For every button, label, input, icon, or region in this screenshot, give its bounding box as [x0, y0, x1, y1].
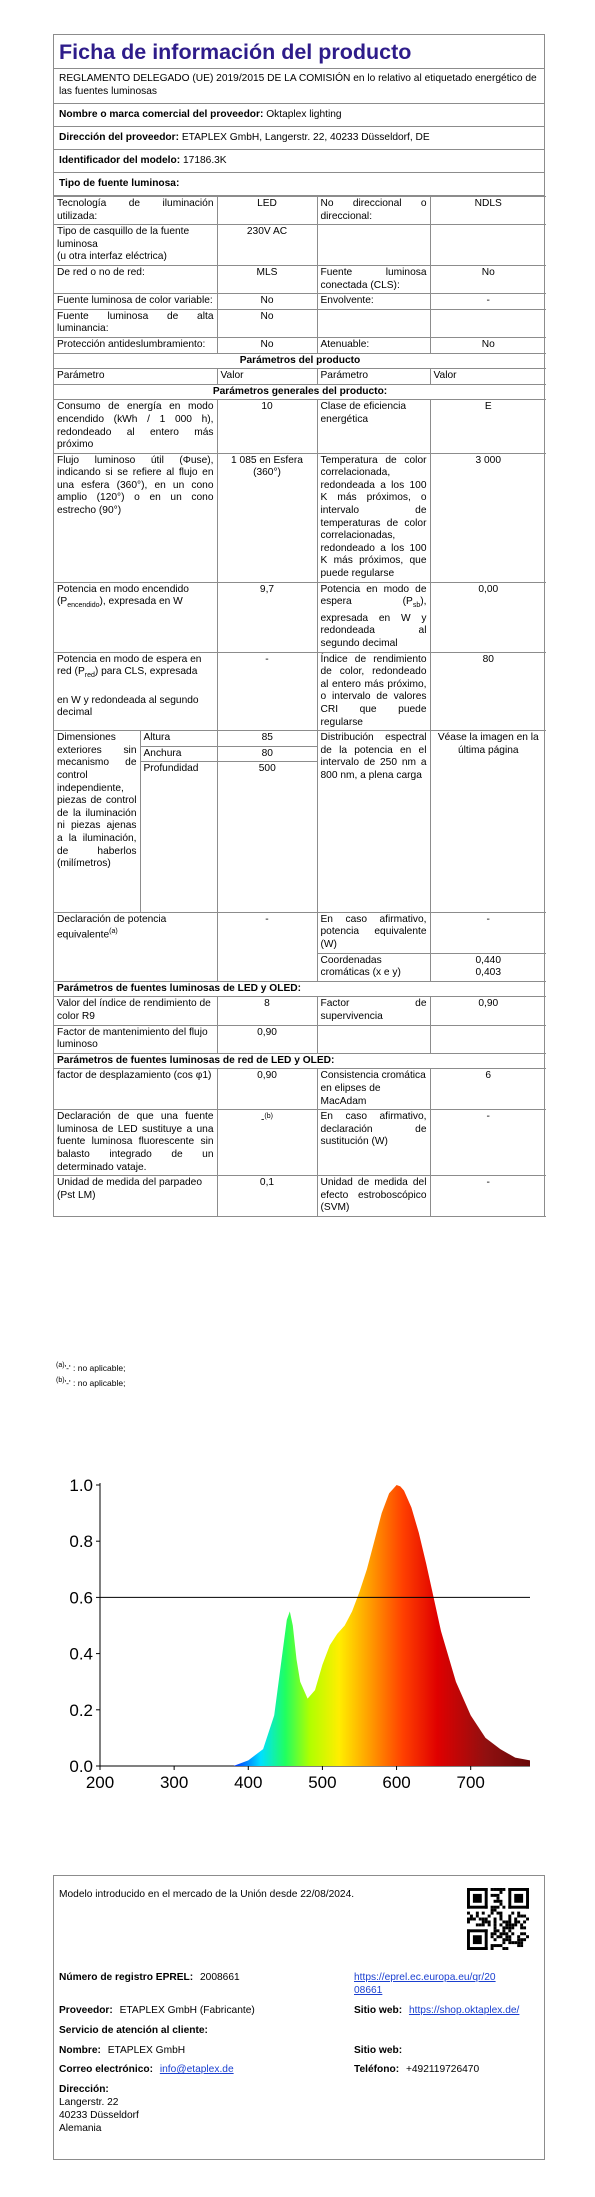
- cell-value: 1 085 en Esfera (360°): [217, 453, 317, 582]
- footnote-mark: (a): [56, 1362, 65, 1369]
- label-part: en W y redondeada al segundo decimal: [57, 694, 199, 719]
- address-value: ETAPLEX GmbH, Langerstr. 22, 40233 Düsseldorf, DE: [181, 132, 430, 143]
- params-heading: Parámetros del producto: [54, 353, 546, 369]
- dimension-name: Altura: [140, 731, 217, 746]
- eprel-link-line[interactable]: 08661: [354, 1985, 383, 1996]
- footnote-b: [56, 1375, 125, 1389]
- cell-value: 10: [217, 400, 317, 453]
- x-coordinate: 0,440: [475, 954, 501, 966]
- label-part: ) para CLS, expresada: [94, 666, 198, 678]
- table-row: [54, 309, 546, 337]
- cell-label: En caso afirmativo, potencia equivalente (W): [317, 912, 430, 953]
- cell-empty: [317, 1025, 430, 1053]
- cell-label: Índice de rendimiento de color, redondeado al entero más próximo, o intervalo de valores CRI que puede regularse: [317, 652, 430, 731]
- cell-value: 8: [217, 997, 317, 1025]
- footnote-mark: (b): [56, 1377, 65, 1384]
- cell-value: NDLS: [430, 197, 546, 225]
- y-tick-label: 0.6: [69, 1588, 93, 1608]
- label-subscript: sb: [412, 602, 421, 610]
- registration-card: [53, 1875, 545, 2160]
- col-header-value: Valor: [430, 369, 546, 385]
- x-tick-label: 700: [456, 1773, 485, 1792]
- general-heading: Parámetros generales del producto:: [54, 384, 546, 400]
- cell-value: [430, 225, 546, 266]
- cell-value: 0,90: [217, 1069, 317, 1110]
- label-subscript: encendido: [67, 602, 100, 610]
- dimension-value: 80: [217, 746, 317, 762]
- website-link[interactable]: https://shop.oktaplex.de/: [408, 2005, 520, 2016]
- spectrum-area: [100, 1485, 530, 1766]
- led-heading: Parámetros de fuentes luminosas de LED y OLED:: [54, 981, 546, 997]
- cell-label-line: (u otra interfaz eléctrica): [57, 251, 167, 263]
- postal-address-label: Dirección:: [59, 2084, 109, 2095]
- y-tick-label: 0.8: [69, 1532, 93, 1552]
- cell-value: Véase la imagen en la última página: [430, 731, 546, 913]
- table-row: [54, 337, 546, 353]
- table-row: [54, 1069, 546, 1110]
- cell-label: Factor de mantenimiento del flujo luminoso: [54, 1025, 217, 1053]
- y-tick-label: 0.2: [69, 1700, 93, 1720]
- cell-value: -: [430, 912, 546, 953]
- contact-name-row: [59, 2044, 185, 2057]
- table-row: [54, 1053, 546, 1069]
- model-value: 17186.3K: [182, 155, 227, 166]
- label-part: ), expresada en W y redondeada al segundo decimal: [320, 596, 427, 650]
- footnote-mark: (b): [264, 1113, 273, 1121]
- eprel-label: Número de registro EPREL:: [59, 1972, 194, 1983]
- cell-value: No: [217, 337, 317, 353]
- cell-label: Fuente luminosa de alta luminancia:: [54, 309, 217, 337]
- label-part: Potencia en modo de espera (P: [320, 583, 427, 608]
- source-type-heading: Tipo de fuente luminosa:: [54, 173, 544, 196]
- x-tick-label: 500: [308, 1773, 337, 1792]
- y-tick-label: 1.0: [69, 1476, 93, 1495]
- cell-label: Tecnología de iluminación utilizada:: [54, 197, 217, 225]
- table-row: [54, 652, 546, 731]
- cell-value: E: [430, 400, 546, 453]
- table-row: [54, 1176, 546, 1217]
- model-label: Identificador del modelo:: [59, 155, 181, 166]
- regulation-text: REGLAMENTO DELEGADO (UE) 2019/2015 DE LA COMISIÓN en lo relativo al etiquetado energético de las fuentes luminosas: [54, 69, 544, 104]
- label-part: Potencia en modo encendido (P: [57, 583, 189, 608]
- model-row: [54, 150, 544, 173]
- cell-value: MLS: [217, 265, 317, 293]
- cell-value: [430, 953, 546, 981]
- cell-label: [54, 652, 217, 731]
- table-row: [54, 369, 546, 385]
- email-label: Correo electrónico:: [59, 2064, 153, 2075]
- cell-value: No: [217, 294, 317, 310]
- email-row: [59, 2063, 234, 2076]
- supplier-label: Nombre o marca comercial del proveedor:: [59, 109, 264, 120]
- cell-label: Envolvente:: [317, 294, 430, 310]
- product-info-sheet: [53, 34, 545, 1217]
- cell-label: Fuente luminosa de color variable:: [54, 294, 217, 310]
- cell-label: Temperatura de color correlacionada, redondeada a los 100 K más próximos, o intervalo de temperaturas de color correlacionadas, redondeado a los 100 K más próximos, que puede regularse: [317, 453, 430, 582]
- cell-label: Coordenadas cromáticas (x e y): [317, 953, 430, 981]
- cell-label: [317, 309, 430, 337]
- y-tick-label: 0.0: [69, 1757, 93, 1776]
- table-row: [54, 197, 546, 225]
- col-header-param: Parámetro: [54, 369, 217, 385]
- table-row: [54, 731, 546, 913]
- phone-value: +492119726470: [405, 2064, 480, 2075]
- cell-label: Flujo luminoso útil (Φuse), indicando si se refiere al flujo en una esfera (360°), en un cono amplio (120°) o en un cono estrecho (90°): [54, 453, 217, 582]
- cell-value: 3 000: [430, 453, 546, 582]
- cell-label: Fuente luminosa conectada (CLS):: [317, 265, 430, 293]
- col-header-value: Valor: [217, 369, 317, 385]
- label-part: Potencia en modo de espera en red (P: [57, 653, 202, 678]
- eprel-row: [59, 1971, 240, 1984]
- cell-label: [317, 225, 430, 266]
- cell-value: 0,1: [217, 1176, 317, 1217]
- cell-label: [317, 582, 430, 652]
- x-tick-label: 200: [85, 1773, 115, 1792]
- table-row: [54, 353, 546, 369]
- cell-empty: [54, 953, 217, 981]
- cell-value: -: [217, 912, 317, 953]
- dimensions-label: Dimensiones exteriores sin mecanismo de control independiente, piezas de control de la iluminación ni piezas ajenas a la iluminación, de haberlos (milímetros): [54, 731, 140, 912]
- eprel-value: 2008661: [200, 1972, 240, 1983]
- footnote-text: '-' : no aplicable;: [64, 1377, 126, 1388]
- footnote-mark: (a): [109, 928, 118, 936]
- cell-label: Consistencia cromática en elipses de MacAdam: [317, 1069, 430, 1110]
- label-subscript: red: [84, 672, 95, 680]
- email-link[interactable]: info@etaplex.de: [159, 2064, 234, 2075]
- cell-label: Declaración de que una fuente luminosa de LED sustituye a una fuente luminosa fluorescente sin balasto integrado de un determinado vataje.: [54, 1110, 217, 1176]
- dimensions-cell: [54, 731, 317, 913]
- eprel-link[interactable]: [354, 1971, 539, 1997]
- cell-label: Unidad de medida del efecto estroboscópico (SVM): [317, 1176, 430, 1217]
- provider-value: ETAPLEX GmbH (Fabricante): [119, 2005, 255, 2016]
- y-tick-label: 0.4: [69, 1644, 93, 1664]
- dimension-value: 500: [217, 762, 317, 912]
- cell-value: [430, 309, 546, 337]
- cell-value: [217, 1110, 317, 1176]
- cell-value: No: [430, 337, 546, 353]
- cell-empty: [217, 953, 317, 981]
- provider-label: Proveedor:: [59, 2005, 113, 2016]
- table-row: [54, 953, 546, 981]
- service-heading: Servicio de atención al cliente:: [59, 2025, 208, 2036]
- dimension-name: Profundidad: [140, 762, 217, 912]
- cell-label: Unidad de medida del parpadeo (Pst LM): [54, 1176, 217, 1217]
- x-tick-label: 600: [382, 1773, 411, 1792]
- spectral-distribution-chart: [55, 1475, 545, 1805]
- mains-heading: Parámetros de fuentes luminosas de red de LED y OLED:: [54, 1053, 546, 1069]
- cell-label: Clase de eficiencia energética: [317, 400, 430, 453]
- table-row: [54, 582, 546, 652]
- cell-value: 0,90: [430, 997, 546, 1025]
- cell-value: No: [217, 309, 317, 337]
- postal-address-line: Langerstr. 22: [59, 2097, 119, 2108]
- cell-empty: [430, 1025, 546, 1053]
- x-tick-label: 300: [159, 1773, 189, 1792]
- dimension-value: 85: [217, 731, 317, 746]
- cell-value: LED: [217, 197, 317, 225]
- table-row: [54, 981, 546, 997]
- address-label: Dirección del proveedor:: [59, 132, 180, 143]
- cell-label: [54, 912, 217, 953]
- cell-label: Consumo de energía en modo encendido (kWh / 1 000 h), redondeado al entero más próximo: [54, 400, 217, 453]
- table-row: [54, 453, 546, 582]
- cell-value: 80: [430, 652, 546, 731]
- cell-label-line: Tipo de casquillo de la fuente luminosa: [57, 226, 190, 250]
- product-table: [54, 196, 546, 1217]
- table-row: [54, 1025, 546, 1053]
- cell-label: Valor del índice de rendimiento de color R9: [54, 997, 217, 1025]
- label-part: Declaración de potencia equivalente: [57, 913, 167, 941]
- market-intro: Modelo introducido en el mercado de la Unión desde 22/08/2024.: [59, 1889, 355, 1900]
- cell-label: Atenuable:: [317, 337, 430, 353]
- contact-name-value: ETAPLEX GmbH: [107, 2045, 186, 2056]
- address-row: [54, 127, 544, 150]
- postal-address-line: Alemania: [59, 2123, 102, 2134]
- cell-value: -: [430, 294, 546, 310]
- footnote-a: [56, 1360, 125, 1374]
- table-row: [54, 294, 546, 310]
- cell-label: No direccional o direccional:: [317, 197, 430, 225]
- cell-value: 0,90: [217, 1025, 317, 1053]
- phone-row: [354, 2063, 479, 2076]
- cell-value: -: [430, 1110, 546, 1176]
- value-text: -: [261, 1114, 265, 1126]
- table-row: [54, 400, 546, 453]
- table-row: [54, 384, 546, 400]
- contact-website-label: Sitio web:: [354, 2045, 403, 2056]
- cell-label: De red o no de red:: [54, 265, 217, 293]
- y-coordinate: 0,403: [475, 967, 501, 979]
- supplier-value: Oktaplex lighting: [266, 109, 342, 120]
- cell-label: Protección antideslumbramiento:: [54, 337, 217, 353]
- table-row: [54, 997, 546, 1025]
- cell-value: -: [217, 652, 317, 731]
- cell-value: 9,7: [217, 582, 317, 652]
- qr-code-icon[interactable]: [467, 1888, 529, 1950]
- cell-label: En caso afirmativo, declaración de sustitución (W): [317, 1110, 430, 1176]
- provider-row: [59, 2004, 255, 2017]
- cell-value: No: [430, 265, 546, 293]
- supplier-row: [54, 104, 544, 127]
- x-tick-label: 400: [234, 1773, 263, 1792]
- website-label: Sitio web:: [354, 2005, 403, 2016]
- eprel-link-line[interactable]: https://eprel.ec.europa.eu/qr/20: [354, 1972, 496, 1983]
- phone-label: Teléfono:: [354, 2064, 400, 2075]
- cell-value: 0,00: [430, 582, 546, 652]
- cell-label: Distribución espectral de la potencia en el intervalo de 250 nm a 800 nm, a plena carga: [317, 731, 430, 913]
- cell-label: [54, 582, 217, 652]
- footnote-text: '-' : no aplicable;: [64, 1362, 126, 1373]
- cell-label: [54, 225, 217, 266]
- col-header-param: Parámetro: [317, 369, 430, 385]
- postal-address-line: 40233 Düsseldorf: [59, 2110, 139, 2121]
- cell-label: Factor de supervivencia: [317, 997, 430, 1025]
- cell-value: 230V AC: [217, 225, 317, 266]
- postal-address: [59, 2083, 139, 2135]
- cell-label: factor de desplazamiento (cos φ1): [54, 1069, 217, 1110]
- table-row: [54, 1110, 546, 1176]
- page-title: Ficha de información del producto: [54, 35, 544, 69]
- cell-value: -: [430, 1176, 546, 1217]
- label-part: ), expresada en W: [99, 596, 183, 608]
- contact-name-label: Nombre:: [59, 2045, 101, 2056]
- website-row: [354, 2004, 519, 2017]
- table-row: [54, 265, 546, 293]
- cell-value: 6: [430, 1069, 546, 1110]
- table-row: [54, 225, 546, 266]
- dimension-name: Anchura: [140, 746, 217, 762]
- table-row: [54, 912, 546, 953]
